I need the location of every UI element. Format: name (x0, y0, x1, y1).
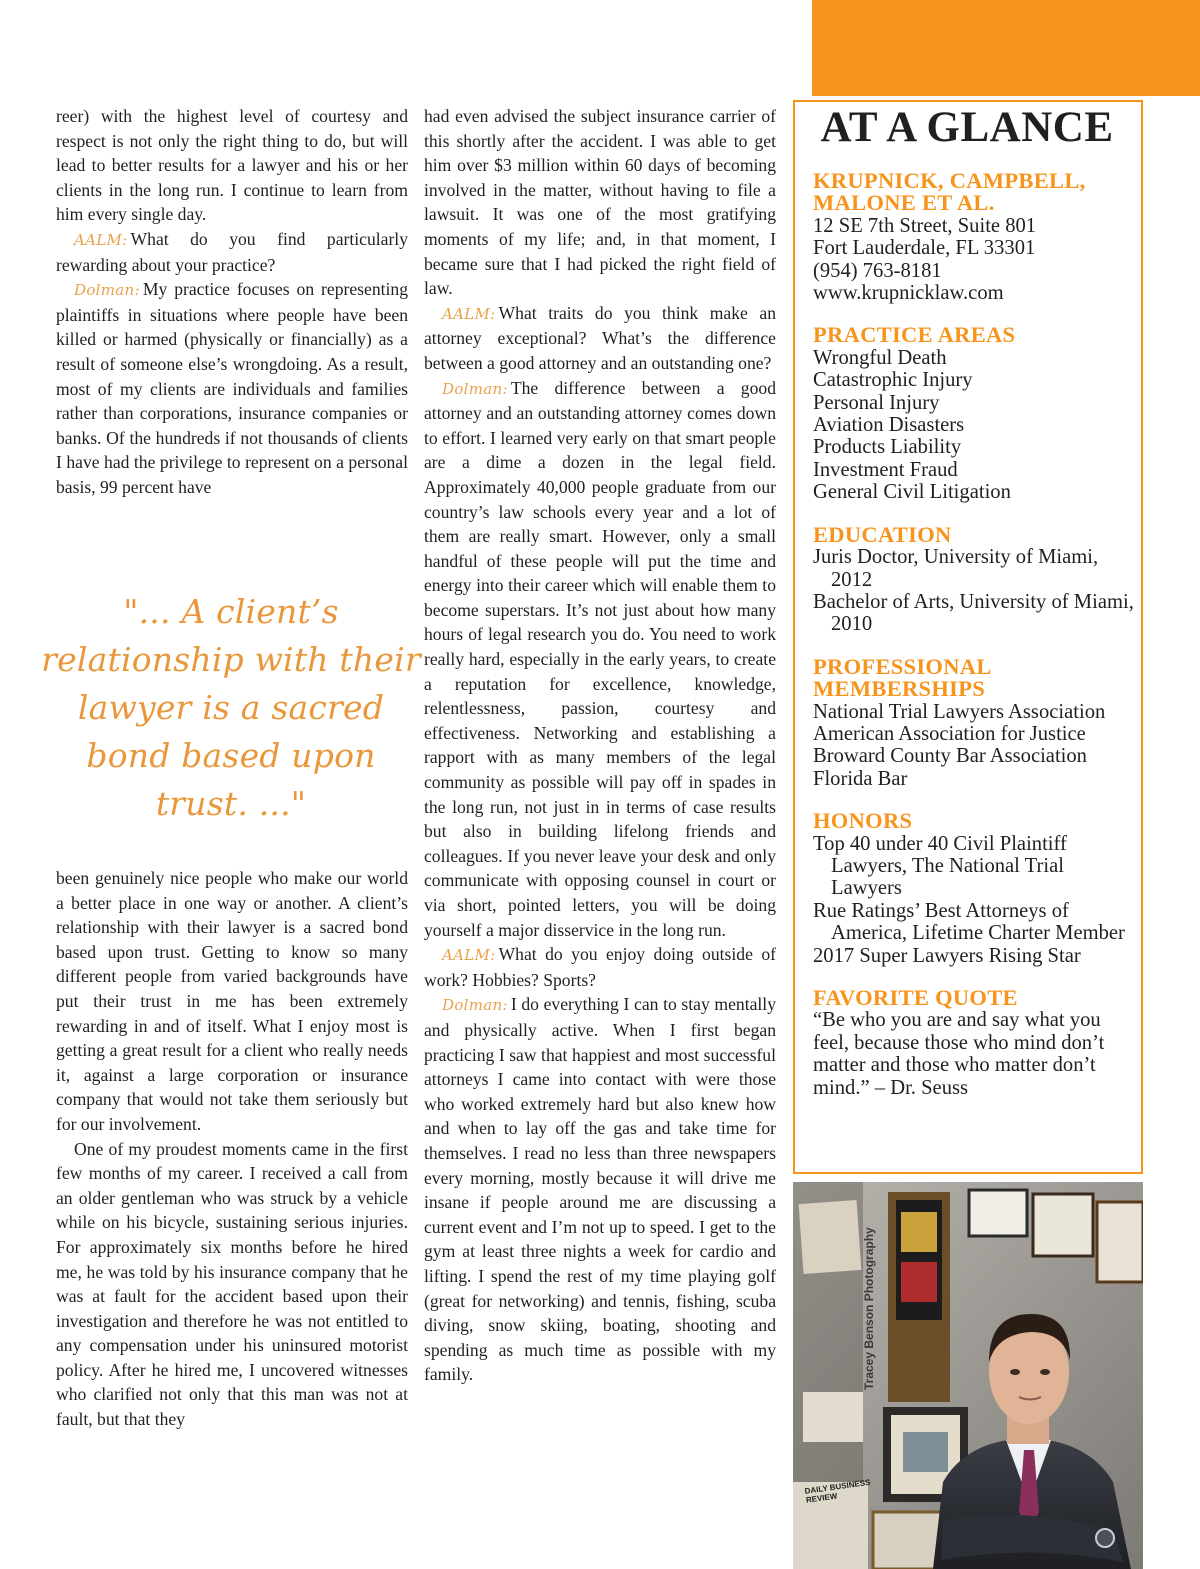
practice-area-item: General Civil Litigation (813, 481, 1011, 504)
education-item: Bachelor of Arts, University of Miami, 2010 (813, 590, 1134, 636)
practice-area-item: Catastrophic Injury (813, 369, 973, 392)
answer-text: I do everything I can to stay mentally and physically active. When I first began practicing I saw that happiest and most successful attorneys I came into contact with were those who worked extremely hard but also knew how and when to lay off the gas and take time for themselves. I read no less than three newspapers every morning, mostly because it will drive me insane if people around me are discussing a current event and I’m not up to speed. I get to the gym at least three nights a week for cardio and lifting. I spend the rest of my time playing golf (great for networking) and tennis, fishing, scuba diving, snow skiing, boating, shooting and spending as much time as possible with my family. (424, 994, 776, 1385)
favorite-quote: “Be who you are and say what you feel, because those who mind don’t matter and those who matter don’t mind.” – Dr. Seuss (813, 1009, 1105, 1099)
membership-item: American Association for Justice (813, 722, 1086, 745)
answer-text: My practice focuses on representing plaintiffs in situations where people have been killed or harmed (physically or financially) as a result of someone else’s wrongdoing. As a result, most of my clients are individuals and families rather than corporations, insurance companies or banks. Of the hundreds if not thousands of clients I have had the privilege to represent on a personal basis, 99 percent have (56, 279, 408, 497)
article-column-1-bottom (56, 866, 408, 1432)
paragraph: reer) with the highest level of courtesy and respect is not only the right thing to do, but will lead to better results for a lawyer and his or her clients in the long run. I continue to learn from him every single day. (56, 106, 408, 225)
speaker-label: AALM: (442, 304, 496, 323)
pull-quote: "... A client’s relationship with their lawyer is a sacred bond based upon trust. ..." (41, 592, 421, 823)
membership-item: Florida Bar (813, 767, 908, 790)
answer-2 (424, 376, 776, 943)
answer-text: The difference between a good attorney and an outstanding attorney comes down to effort. I learned very early on that smart people are a dime a dozen in the legal field. Approximately 40,000 people graduate from our country’s law schools every year and a lot of them are really smart. However, only a small handful of these people will put the time and energy into their career which will enable them to become superstars. It’s not just about how many hours of legal research you do. You need to work really hard, especially in the early years, to create a reputation for excellence, knowledge, relentlessness, passion, courtesy and effectiveness. Networking and establishing a rapport with as many members of the legal community as possible will pay off in spades in the long run, not just in in terms of case results but also in building lifelong friends and colleagues. If you never leave your desk and only communicate with opposing counsel in court or via short, pointed letters, you will be doing yourself a major disservice in the long run. (424, 377, 776, 940)
photo-credit: Tracey Benson Photography (862, 1227, 876, 1390)
education-heading: EDUCATION (813, 521, 952, 547)
speaker-label: AALM: (74, 230, 128, 249)
speaker-label: Dolman: (442, 996, 508, 1015)
honor-item: 2017 Super Lawyers Rising Star (813, 944, 1081, 967)
practice-areas-heading: PRACTICE AREAS (813, 322, 1016, 348)
question-2 (424, 301, 776, 376)
practice-area-item: Investment Fraud (813, 458, 958, 481)
firm-address-line-2: Fort Lauderdale, FL 33301 (813, 237, 1036, 260)
memberships-heading: PROFESSIONAL MEMBERSHIPS (813, 653, 991, 702)
sidebar-content (813, 170, 1135, 1099)
answer-1 (56, 277, 408, 499)
firm-website: www.krupnicklaw.com (813, 282, 1004, 305)
answer-3 (424, 992, 776, 1387)
education-item: Juris Doctor, University of Miami, 2012 (813, 546, 1099, 591)
question-text: What do you find particularly rewarding about your practice? (56, 228, 408, 275)
article-column-2 (424, 104, 776, 1387)
practice-area-item: Wrongful Death (813, 346, 947, 369)
practice-area-item: Aviation Disasters (813, 414, 965, 437)
membership-item: National Trial Lawyers Association (813, 700, 1106, 723)
firm-name: KRUPNICK, CAMPBELL, MALONE ET AL. (813, 168, 1086, 216)
practice-area-item: Products Liability (813, 436, 962, 459)
speaker-label: Dolman: (442, 379, 508, 398)
favorite-quote-heading: FAVORITE QUOTE (813, 985, 1018, 1010)
question-3 (424, 942, 776, 992)
practice-area-item: Personal Injury (813, 391, 940, 414)
honor-item: Top 40 under 40 Civil Plaintiff Lawyers, The National Trial Lawyers (813, 832, 1067, 900)
question-text: What traits do you think make an attorney exceptional? What’s the difference between a good attorney and an outstanding one? (424, 302, 776, 373)
honor-item: Rue Ratings’ Best Attorneys of America, Lifetime Charter Member (813, 899, 1125, 945)
attorney-portrait-illustration (793, 1182, 1143, 1569)
paragraph: One of my proudest moments came in the first few months of my career. I received a call from an older gentleman who was struck by a vehicle while on his bicycle, sustaining serious injuries. For approximately six months before he hired me, he was told by his insurance company that he was at fault for the accident based upon their investigation and therefore he was not entitled to any compensation under his uninsured motorist policy. After he hired me, I uncovered witnesses who clarified not only that this man was not at fault, but that they (56, 1138, 408, 1430)
membership-item: Broward County Bar Association (813, 745, 1087, 768)
honors-heading: HONORS (813, 808, 913, 834)
question-text: What do you enjoy doing outside of work? Hobbies? Sports? (424, 944, 776, 990)
paragraph: had even advised the subject insurance carrier of this shortly after the accident. I was able to get him over $3 million within 60 days of becoming involved in the matter, without having to file a lawsuit. It was one of the most gratifying moments of my life; and, in that moment, I became sure that I had picked the right field of law. (424, 106, 776, 299)
at-a-glance-title: AT A GLANCE (820, 104, 1114, 151)
orange-header-tab (812, 0, 1200, 96)
newspaper-masthead: DAILY BUSINESS REVIEW (804, 1477, 871, 1505)
question-1 (56, 227, 408, 277)
paragraph: been genuinely nice people who make our world a better place in one way or another. A client’s relationship with their lawyer is a sacred bond based upon trust. Getting to know so many different people from varied backgrounds have put their trust in me has been extremely rewarding in and of itself. What I enjoy most is getting a great result for a client who really needs it, against a large corporation or insurance company that would not take them seriously but for our involvement. (56, 868, 408, 1134)
firm-phone: (954) 763-8181 (813, 259, 942, 282)
article-column-1-top (56, 104, 408, 500)
attorney-photo (793, 1182, 1143, 1569)
speaker-label: Dolman: (74, 281, 140, 300)
speaker-label: AALM: (442, 946, 496, 965)
firm-address-line-1: 12 SE 7th Street, Suite 801 (813, 214, 1037, 237)
